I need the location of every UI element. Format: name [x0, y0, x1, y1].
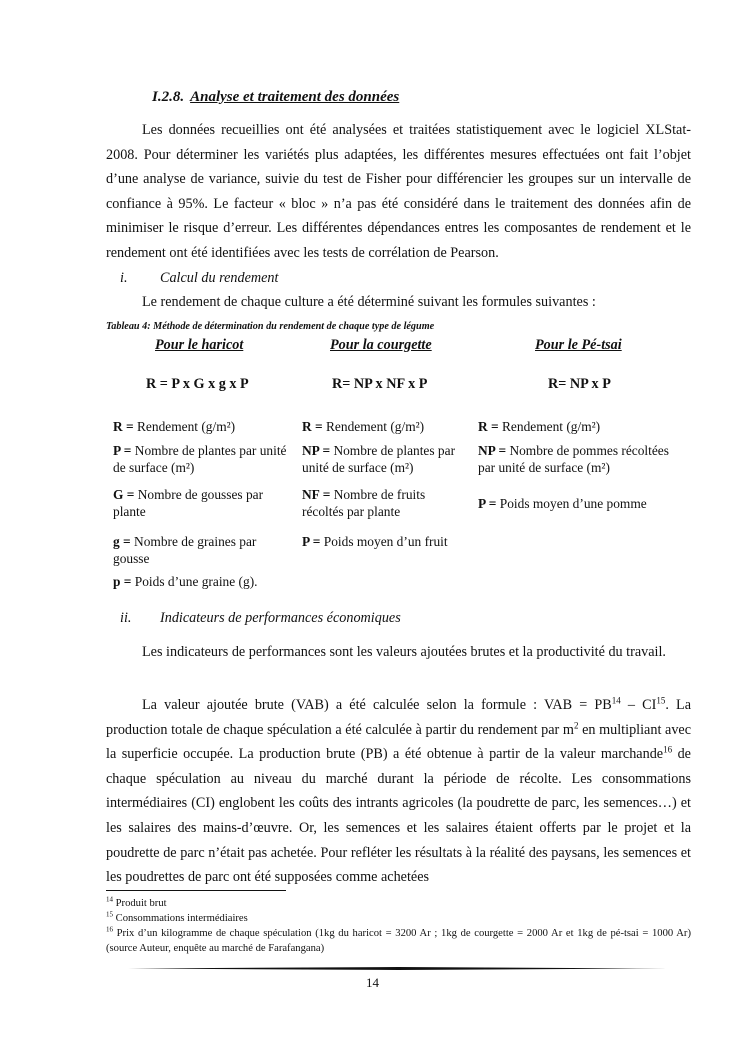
def-haricot-poids: p = Poids d’une graine (g). — [113, 574, 258, 589]
def-courgette-np: NP = Nombre de plantes par unité de surface (m²) — [302, 443, 456, 475]
intro-paragraph: Les données recueillies ont été analysées et traitées statistiquement avec le logiciel XLStat-2008. Pour déterminer les variétés plus adaptées, les différentes mesures effectuées ont fait l’objet d’une analyse de variance, suivie du test de Fisher pour différencier les groupes sur un intervalle de confiance à 95%. Le facteur « bloc » n’a pas été considéré dans le traitement des données afin de minimiser le risque d’erreur. Les différentes dépendances entres les composantes de rendement et le rendement ont été identifiées avec les tests de corrélation de Pearson. — [106, 122, 691, 261]
paragraph-indicators: Les indicateurs de performances sont les valeurs ajoutées brutes et la productivité du travail. — [142, 644, 666, 660]
def-courgette-r: R = Rendement (g/m²) — [302, 419, 425, 434]
page-number: 14 — [366, 975, 379, 990]
footnote-14: $^{14}$ Produit brut — [106, 895, 167, 909]
table-caption: Tableau 4: Méthode de détermination du rendement de chaque type de légume — [106, 321, 435, 332]
def-courgette-nf: NF = Nombre de fruits récoltés par plante — [302, 487, 426, 519]
col-header-petsai: Pour le Pé-tsai — [535, 337, 622, 353]
def-petsai-r: R = Rendement (g/m²) — [478, 419, 601, 434]
col-header-haricot: Pour le haricot — [155, 337, 244, 353]
subsection-i-number: i. — [120, 270, 128, 286]
subsection-ii-title: Indicateurs de performances économiques — [160, 610, 401, 626]
footer-rule — [128, 967, 668, 970]
subsection-ii-heading — [120, 610, 401, 627]
def-haricot-g-gousses: G = Nombre de gousses par plante — [113, 487, 264, 519]
def-haricot-g-graines: g = Nombre de graines par gousse — [113, 534, 257, 566]
footnote-15: $^{15}$ Consommations intermédiaires — [106, 910, 248, 924]
col-header-courgette: Pour la courgette — [330, 337, 432, 353]
subsection-ii-number: ii. — [120, 610, 132, 626]
def-courgette-p: P = Poids moyen d’un fruit — [302, 534, 448, 549]
formula-courgette: R= NP x NF x P — [332, 376, 428, 392]
def-haricot-p: P = Nombre de plantes par unité de surface (m²) — [113, 443, 287, 475]
formula-petsai: R= NP x P — [548, 376, 611, 392]
paragraph-vab: La valeur ajoutée brute (VAB) a été calculée selon la formule : VAB = $PB^{14} - CI^{15}$. La production totale de chaque spéculation a été calculée à partir du rendement par $m^2$ en multipliant avec la superficie occupée. La production brute (PB) a été obtenue à partir de la valeur marchande$^{16}$ de chaque spéculation au niveau du marché durant la période de récolte. Les consommations intermédiaires (CI) englobent les coûts des intrants agricoles (la poudrette de parc, les semences…) et les salaires des mains-d’œuvre. Or, les semences et les salaires étaient offerts par le projet et la poudrette de parc n’était pas achetée. Pour refléter les résultats à la réalité des paysans, les semences et les poudrettes de parc ont été supposées comme achetées — [106, 695, 692, 886]
def-petsai-np: NP = Nombre de pommes récoltées par unité de surface (m²) — [478, 443, 669, 475]
subsection-i-text: Le rendement de chaque culture a été déterminé suivant les formules suivantes : — [142, 294, 596, 310]
def-haricot-r: R = Rendement (g/m²) — [113, 419, 236, 434]
footnote-16: $^{16}$ Prix d’un kilogramme de chaque spéculation (1kg du haricot = 3200 Ar ; 1kg de courgette = 2000 Ar et 1kg de pé-tsai = 1000 Ar) (source Auteur, enquête au marché de Farafangana) — [106, 925, 691, 955]
section-heading — [152, 89, 399, 106]
formula-haricot: R = P x G x g x P — [146, 376, 249, 392]
section-title: Analyse et traitement des données — [190, 89, 400, 105]
footnote-separator — [106, 890, 286, 891]
subsection-i-title: Calcul du rendement — [160, 270, 279, 286]
def-petsai-p: P = Poids moyen d’une pomme — [478, 496, 647, 511]
subsection-i-heading — [120, 270, 278, 287]
section-number: I.2.8. — [152, 89, 185, 105]
